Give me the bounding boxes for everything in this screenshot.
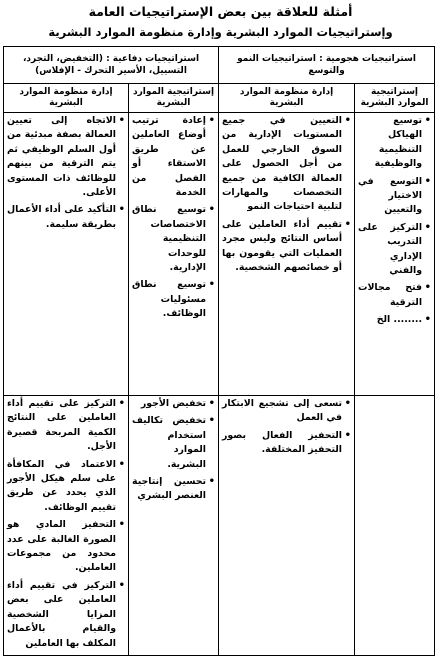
- offensive-strategies-header: استراتيجيات هجومية : استراتيجيات النمو والتوسع: [219, 47, 435, 84]
- bullet-item: • التركيز في تقييم أداء العاملين على بعض المزايا الشخصية والقيام بالأعمال المكلف بها العاملين: [7, 579, 125, 651]
- cell-row1-hr-strategy-defensive: [129, 113, 219, 396]
- bullet-item: • تقييم أداء العاملين على أساس النتائج وليس مجرد العمليات التي يقومون بها أو خصائصهم الشخصية.: [222, 218, 351, 276]
- bullet-item: • الاتجاه إلى تعيين العمالة بصفة مبدئية من أول السلم الوظيفي ثم يتم الترقية من بينهم للوظائف ذات المستوى الأعلى.: [7, 114, 125, 200]
- bullet-list: [222, 114, 351, 275]
- bullet-list: [132, 114, 215, 322]
- bullet-item: • التأكيد على أداء الأعمال بطريقة سليمة.: [7, 203, 125, 232]
- bullet-list: [7, 397, 125, 651]
- cell-row2-hr-system-offensive: [219, 396, 355, 656]
- bullet-item: • تخفيض تكاليف استخدام الموارد البشرية.: [132, 414, 215, 472]
- bullet-item: • توسيع نطاق الاختصاصات التنظيمية للوحدات الإدارية.: [132, 203, 215, 275]
- document-title: أمثلة للعلاقة بين بعض الإستراتيجيات العامة: [88, 4, 353, 19]
- col-header-hr-system-defensive: إدارة منظومة الموارد البشرية: [4, 84, 129, 113]
- cell-row2-hr-system-defensive: [4, 396, 129, 656]
- bullet-item: • التركيز على التدريب الإداري والفني: [358, 221, 431, 279]
- bullet-item: • التوسع في الاختيار والتعيين: [358, 175, 431, 218]
- bullet-item: • فتح مجالات الترقية: [358, 281, 431, 310]
- bullet-item: • الاعتماد في المكافأة على سلم هيكل الأجور الذي يحدد عن طريق تقييم الوظائف.: [7, 458, 125, 516]
- cell-row2-hr-strategy-defensive: [129, 396, 219, 656]
- bullet-item: • توسيع الهياكل التنظيمية والوظيفية: [358, 114, 431, 172]
- cell-row1-hr-system-offensive: [219, 113, 355, 396]
- document-subtitle: وإستراتيجيات الموارد البشرية وإدارة منظومة الموارد البشرية: [48, 25, 393, 39]
- bullet-list: [358, 114, 431, 328]
- bullet-item: • إعادة ترتيب أوضاع العاملين عن طريق الاستقاء أو الفصل من الخدمة: [132, 114, 215, 200]
- bullet-item: • التحفيز المادي هو الصورة الغالبة على عدد محدود من مجموعات العاملين.: [7, 518, 125, 576]
- bullet-item: • توسيع نطاق مسئوليات الوظائف.: [132, 278, 215, 321]
- cell-row2-hr-strategy-offensive: [355, 396, 435, 656]
- cell-row1-hr-strategy-offensive: [355, 113, 435, 396]
- bullet-item: • التعيين في جميع المستويات الإدارية من السوق الخارجي للعمل من أجل الحصول على العمالة الكافية من جميع التخصصات والمهارات لتلبية احتياجات النمو: [222, 114, 351, 215]
- bullet-item: • تخفيض الأجور: [132, 397, 215, 411]
- cell-row1-hr-system-defensive: [4, 113, 129, 396]
- col-header-hr-strategy-defensive: إستراتيجية الموارد البشرية: [129, 84, 219, 113]
- bullet-item: • ........ الخ: [358, 313, 431, 327]
- col-header-hr-strategy-offensive: إستراتيجية الموارد البشرية: [355, 84, 435, 113]
- bullet-item: • تسعى إلى تشجيع الابتكار في العمل: [222, 397, 351, 426]
- bullet-list: [222, 397, 351, 458]
- strategy-table: [3, 46, 435, 656]
- defensive-strategies-header: استراتيجيات دفاعية : (التخفيض، التجرد، التسييل، الأسير التحرك - الإفلاس): [4, 47, 219, 84]
- col-header-hr-system-offensive: إدارة منظومة الموارد البشرية: [219, 84, 355, 113]
- bullet-item: • التركيز على تقييم أداء العاملين على النتائج الكمية المربحة قصيرة الأجل.: [7, 397, 125, 455]
- bullet-item: • التحفيز الفعال بصور التحفيز المختلفة.: [222, 429, 351, 458]
- bullet-list: [132, 397, 215, 504]
- bullet-list: [7, 114, 125, 232]
- bullet-item: • تحسين إنتاجية العنصر البشري: [132, 475, 215, 504]
